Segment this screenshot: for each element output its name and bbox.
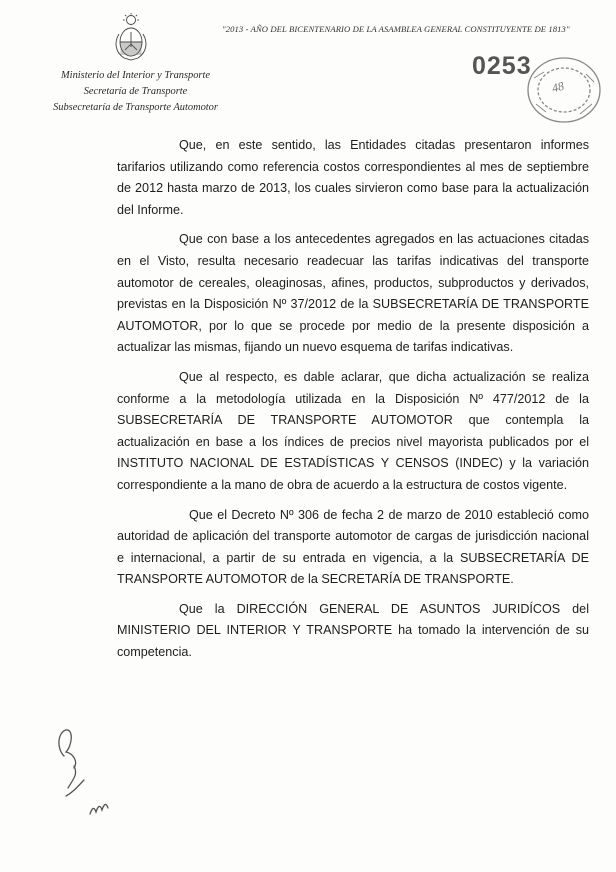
ministry-name: Ministerio del Interior y Transporte: [61, 70, 210, 81]
argentina-coat-of-arms-icon: [112, 12, 150, 62]
ministry-letterhead: [28, 68, 243, 116]
paragraph: Que con base a los antecedentes agregados en las actuaciones citadas en el Visto, resulta necesario readecuar las tarifas indicativas del transporte automotor de cereales, oleaginosas, afines, productos, subproductos y derivados, previstas en la Disposición Nº 37/2012 de la SUBSECRETARÍA DE TRANSPORTE AUTOMOTOR, por lo que se procede por medio de la presente disposición a actualizar las mismas, fijando un nuevo esquema de tarifas indicativas.: [117, 232, 589, 355]
paragraph: Que al respecto, es dable aclarar, que dicha actualización se realiza conforme a la metodología utilizada en la Disposición Nº 477/2012 de la SUBSECRETARÍA DE TRANSPORTE AUTOMOTOR que contempla la actualización en base a los índices de precios nivel mayorista publicados por el INSTITUTO NACIONAL DE ESTADÍSTICAS Y CENSOS (INDEC) y la variación correspondiente a la mano de obra de acuerdo a la estructura de costos vigente.: [117, 369, 589, 492]
paragraph: Que, en este sentido, las Entidades citadas presentaron informes tarifarios utilizando como referencia costos correspondientes al mes de septiembre de 2012 hasta marzo de 2013, los cuales sirvieron como base para la actualización del Informe.: [117, 138, 589, 217]
handwritten-initials-icon: [44, 718, 124, 828]
folio-number: 48: [550, 78, 566, 96]
document-number: 0253: [472, 52, 532, 80]
paragraph: Que la DIRECCIÓN GENERAL DE ASUNTOS JURIDÍCOS del MINISTERIO DEL INTERIOR Y TRANSPORTE ha tomado la intervención de su competencia.: [117, 601, 589, 660]
year-motto: "2013 - AÑO DEL BICENTENARIO DE LA ASAMBLEA GENERAL CONSTITUYENTE DE 1813": [222, 24, 570, 34]
paragraph: Que el Decreto Nº 306 de fecha 2 de marzo de 2010 estableció como autoridad de aplicación del transporte automotor de cargas de jurisdicción nacional e internacional, a partir de su entrada en vigencia, a la SUBSECRETARÍA DE TRANSPORTE AUTOMOTOR de la SECRETARÍA DE TRANSPORTE.: [117, 507, 589, 587]
secretariat-name: Secretaría de Transporte: [83, 86, 188, 97]
subsecretariat-name: Subsecretaría de Transporte Automotor: [53, 102, 218, 113]
document-body: [117, 135, 589, 672]
